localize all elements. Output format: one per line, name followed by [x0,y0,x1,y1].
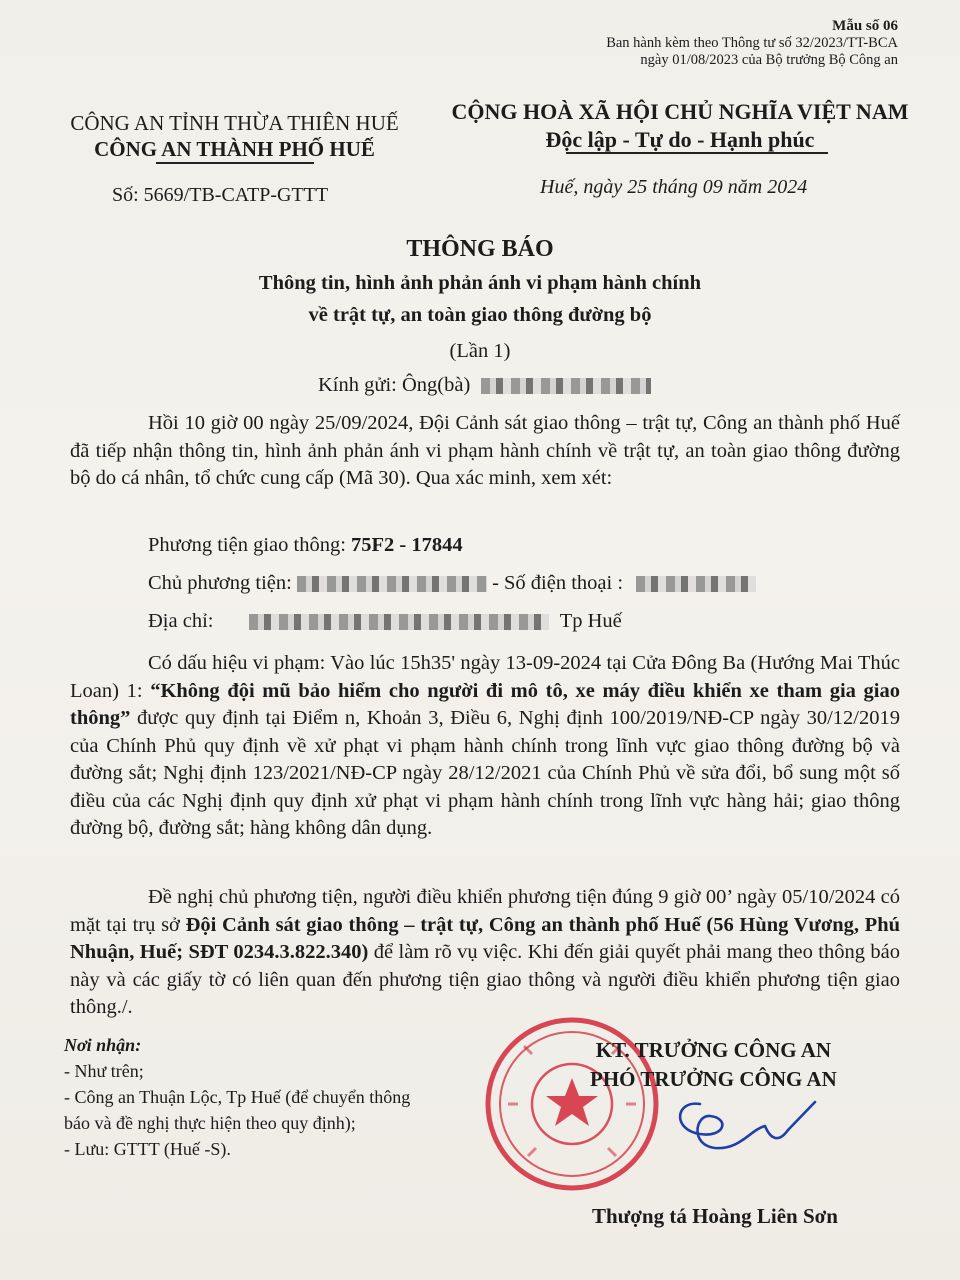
intro-paragraph [70,410,900,493]
handwritten-signature [670,1090,820,1160]
recipient-label: Kính gửi: Ông(bà) [318,374,471,396]
document-date: Huế, ngày 25 tháng 09 năm 2024 [540,176,808,198]
document-number: Số: 5669/TB-CATP-GTTT [112,184,329,206]
form-issued-line2: ngày 01/08/2023 của Bộ trưởng Bộ Công an [640,52,898,68]
motto-underline [566,152,828,154]
request-instructions: để làm rõ vụ việc. Khi đến giải quyết phải mang theo thông báo này và các giấy tờ có liên quan đến phương tiện giao thông và người điều khiển phương tiện giao thông./. [70,941,901,1018]
vehicle-plate: 75F2 - 17844 [351,534,463,556]
vehicle-label: Phương tiện giao thông: [148,534,352,556]
violation-paragraph [70,650,900,843]
agency-underline [156,162,314,164]
intro-text: Hồi 10 giờ 00 ngày 25/09/2024, Đội Cảnh sát giao thông – trật tự, Công an thành phố Huế đã tiếp nhận thông tin, hình ảnh phản ánh vi phạm hành chính về trật tự, an toàn giao thông đường bộ do cá nhân, tổ chức cung cấp (Mã 30). Qua xác minh, xem xét: [70,412,900,489]
recipient-item-2b: báo và đề nghị thực hiện theo quy định); [64,1113,356,1133]
vehicle-line [148,534,463,557]
notice-round: (Lần 1) [449,340,511,362]
violation-intro: Có dấu hiệu vi phạm: Vào lúc 15h35' ngày 13-09-2024 tại Cửa Đông Ba (Hướng Mai Thúc Loan) 1: [70,652,900,702]
redacted-owner-name [297,576,487,592]
form-code-block [606,18,898,69]
signature-title [590,1036,837,1094]
notice-title: THÔNG BÁO [406,236,554,262]
owner-label: Chủ phương tiện: [148,572,292,594]
address-suffix: Tp Huế [559,610,622,632]
redacted-address [249,614,549,630]
motto: Độc lập - Tự do - Hạnh phúc [545,127,815,152]
signature-title-1: KT. TRƯỞNG CÔNG AN [595,1038,832,1062]
agency-name: CÔNG AN THÀNH PHỐ HUẾ [94,137,375,161]
signer-name: Thượng tá Hoàng Liên Sơn [592,1204,838,1228]
request-location: Đội Cảnh sát giao thông – trật tự, Công an thành phố Huế (56 Hùng Vương, Phú Nhuận, Huế; SĐT 0234.3.822.340) [70,913,900,963]
recipient-line [318,374,651,397]
address-line [148,610,622,633]
recipient-item-2a: - Công an Thuận Lộc, Tp Huế (để chuyển thông [64,1087,411,1107]
owner-line [148,572,756,595]
country-name: CỘNG HOÀ XÃ HỘI CHỦ NGHĨA VIỆT NAM [451,99,909,124]
phone-label: - Số điện thoại : [492,572,624,594]
notice-subtitle-1: Thông tin, hình ảnh phản ánh vi phạm hành chính [258,272,702,294]
recipient-item-1: - Như trên; [64,1061,144,1081]
recipient-item-3: - Lưu: GTTT (Huế -S). [64,1139,231,1159]
redacted-recipient-name [481,378,651,394]
form-issued-line1: Ban hành kèm theo Thông tư số 32/2023/TT-BCA [606,35,898,51]
redacted-phone [636,576,756,592]
recipients-list [64,1032,410,1162]
form-code: Mẫu số 06 [832,18,898,34]
issuing-agency [52,110,417,162]
signature-title-2: PHÓ TRƯỞNG CÔNG AN [590,1067,837,1091]
request-intro: Đề nghị chủ phương tiện, người điều khiển phương tiện đúng 9 giờ 00’ ngày 05/10/2024 có mặt tại trụ sở [70,886,900,936]
agency-parent: CÔNG AN TỈNH THỪA THIÊN HUẾ [70,111,399,135]
address-label: Địa chỉ: [148,610,214,632]
violation-description: “Không đội mũ bảo hiểm cho người đi mô tô, xe máy điều khiển xe tham gia giao thông” [70,679,900,729]
violation-legal-basis: được quy định tại Điểm n, Khoản 3, Điều 6, Nghị định 100/2019/NĐ-CP ngày 30/12/2019 của Chính Phủ quy định về xử phạt vi phạm hành chính trong lĩnh vực giao thông đường bộ và đường sắt; Nghị định 123/2021/NĐ-CP ngày 28/12/2021 của Chính Phủ về sửa đổi, bổ sung một số điều của các Nghị định quy định xử phạt vi phạm hành chính trong lĩnh vực hàng hải; giao thông đường bộ, đường sắt; hàng không dân dụng. [70,707,900,839]
notice-subtitle-2: về trật tự, an toàn giao thông đường bộ [308,304,652,326]
request-paragraph [70,884,900,1022]
recipients-heading: Nơi nhận: [64,1035,142,1055]
national-motto [440,98,920,154]
